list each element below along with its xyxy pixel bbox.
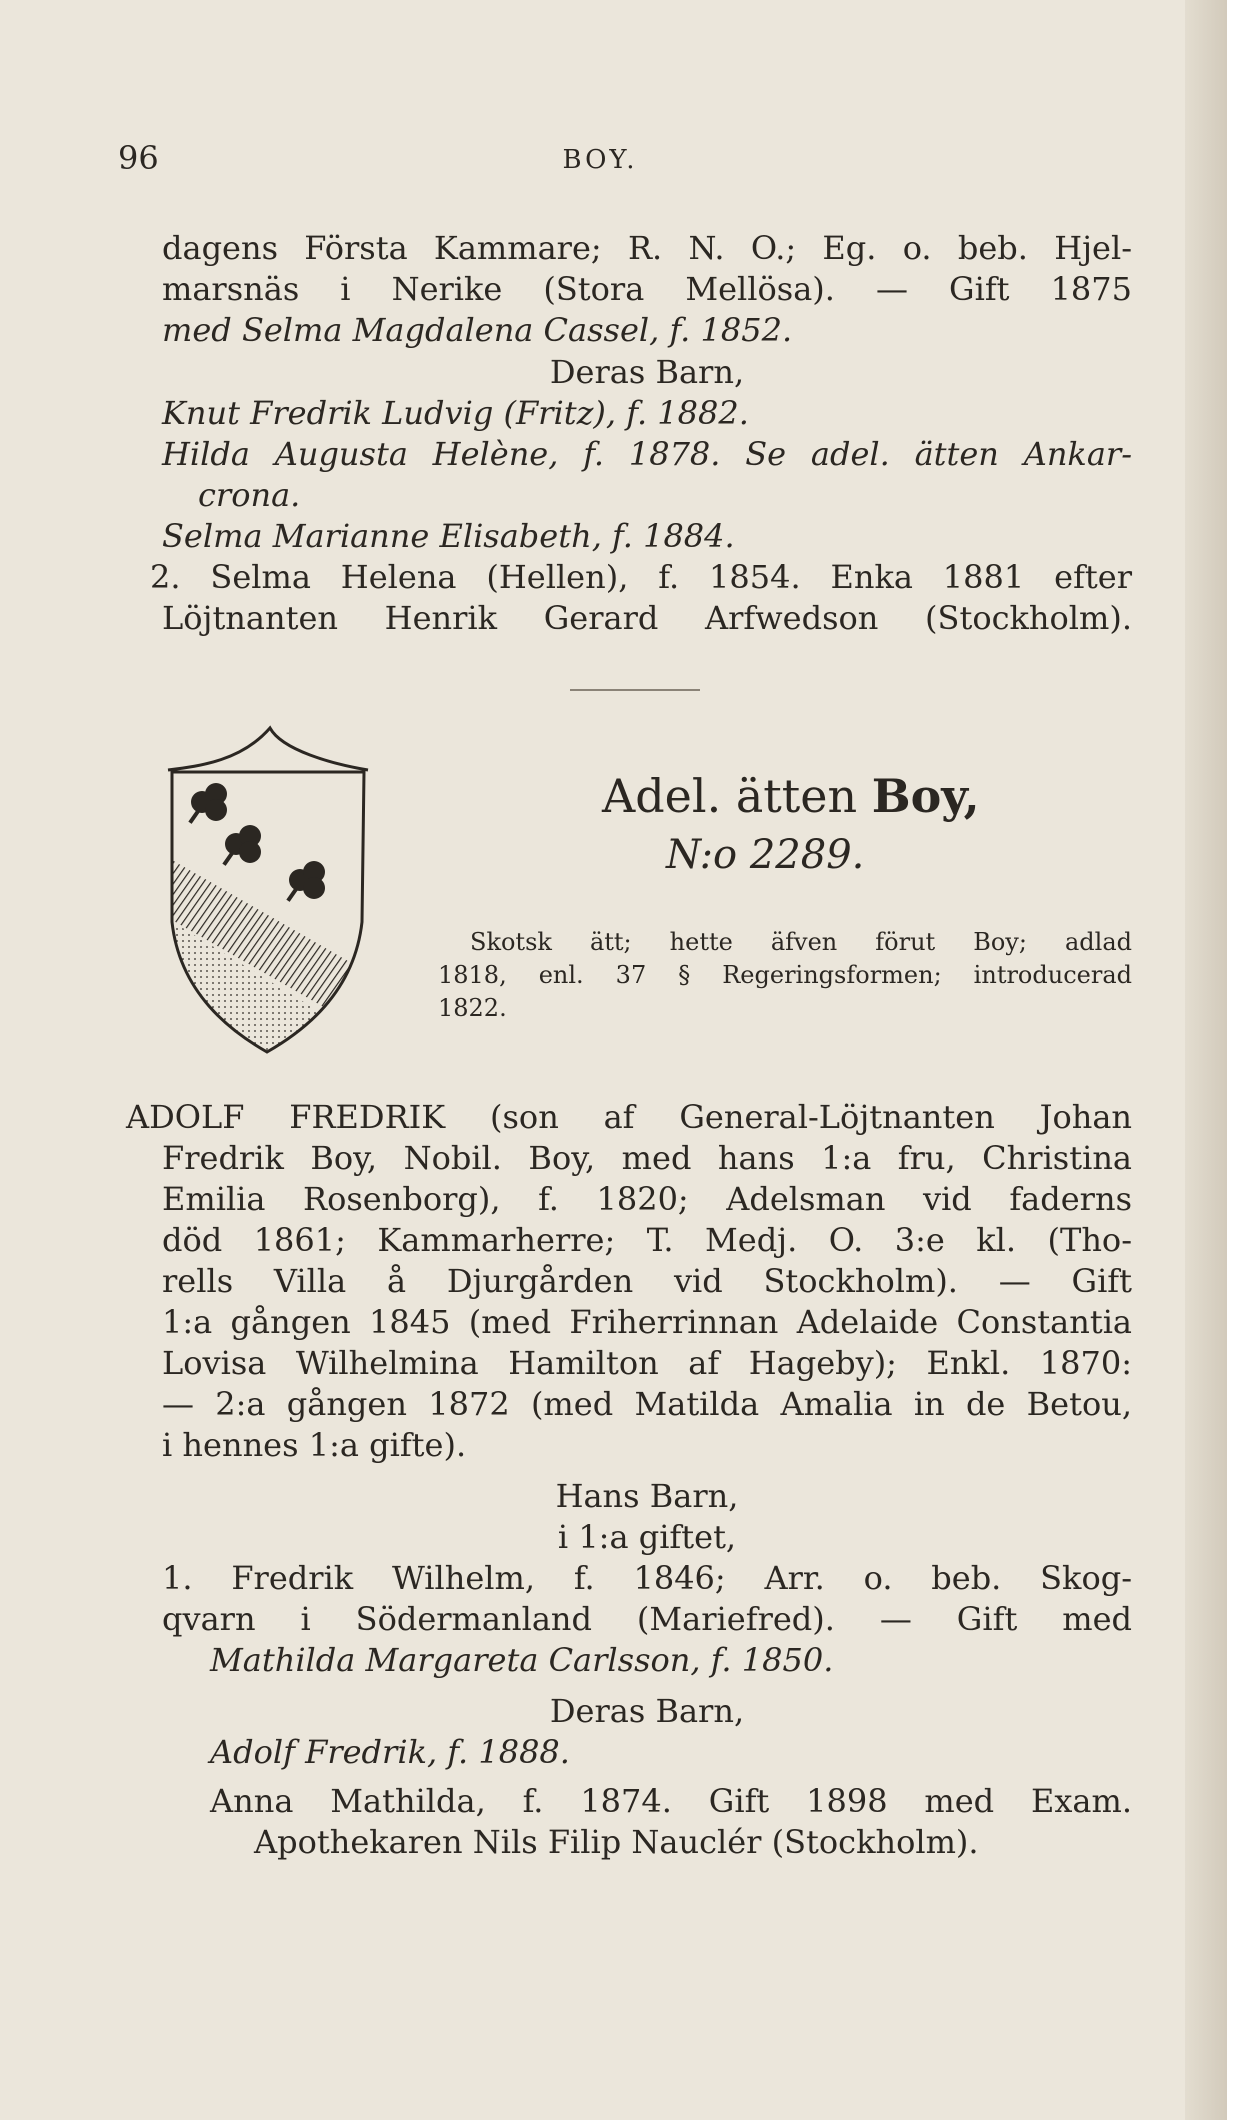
text-line: Adolf Fredrik, f. 1888. bbox=[210, 1733, 570, 1771]
page-edge-shadow bbox=[1185, 0, 1227, 2120]
family-name: Boy, bbox=[871, 769, 980, 823]
text-line: Löjtnanten Henrik Gerard Arfwedson (Stockholm). bbox=[162, 599, 1132, 637]
text-line: dagens Första Kammare; R. N. O.; Eg. o. beb. Hjel- bbox=[162, 229, 1132, 267]
text-line: 2. Selma Helena (Hellen), f. 1854. Enka 1881 efter bbox=[150, 558, 1132, 596]
text-line: Lovisa Wilhelmina Hamilton af Hageby); Enkl. 1870: bbox=[162, 1344, 1132, 1382]
family-note-line: 1818, enl. 37 § Regeringsformen; introducerad bbox=[438, 961, 1132, 989]
scan-margin bbox=[1227, 0, 1256, 2120]
text-line: Mathilda Margareta Carlsson, f. 1850. bbox=[210, 1641, 834, 1679]
page-number: 96 bbox=[118, 139, 159, 177]
family-number bbox=[666, 830, 864, 880]
text-line: Knut Fredrik Ludvig (Fritz), f. 1882. bbox=[162, 394, 749, 432]
text-line: död 1861; Kammarherre; T. Medj. O. 3:e kl. (Tho- bbox=[162, 1221, 1132, 1259]
text-line: Hilda Augusta Helène, f. 1878. Se adel. ätten Ankar- bbox=[162, 435, 1132, 473]
subheading: Deras Barn, bbox=[549, 1692, 745, 1730]
subheading: i 1:a giftet, bbox=[557, 1518, 737, 1556]
section-divider bbox=[570, 689, 700, 691]
text-line: — 2:a gången 1872 (med Matilda Amalia in de Betou, bbox=[162, 1385, 1132, 1423]
text-line: i hennes 1:a gifte). bbox=[162, 1426, 467, 1464]
running-head: BOY. bbox=[562, 145, 638, 175]
text-line: Anna Mathilda, f. 1874. Gift 1898 med Exam. bbox=[210, 1782, 1132, 1820]
text-line: qvarn i Södermanland (Mariefred). — Gift med bbox=[162, 1600, 1132, 1638]
text-line: crona. bbox=[198, 476, 301, 514]
coat-of-arms-icon bbox=[132, 722, 402, 1062]
text-line: Emilia Rosenborg), f. 1820; Adelsman vid faderns bbox=[162, 1180, 1132, 1218]
text-line: ADOLF FREDRIK (son af General-Löjtnanten Johan bbox=[126, 1098, 1132, 1136]
text-line: rells Villa å Djurgården vid Stockholm). — Gift bbox=[162, 1262, 1132, 1300]
subheading: Hans Barn, bbox=[555, 1477, 739, 1515]
subheading: Deras Barn, bbox=[549, 353, 745, 391]
text-line: Selma Marianne Elisabeth, f. 1884. bbox=[162, 517, 735, 555]
text-line: 1. Fredrik Wilhelm, f. 1846; Arr. o. beb. Skog- bbox=[162, 1559, 1132, 1597]
family-number-text: N:o 2289. bbox=[666, 832, 865, 878]
family-heading bbox=[602, 768, 980, 824]
text-line: Fredrik Boy, Nobil. Boy, med hans 1:a fru, Christina bbox=[162, 1139, 1132, 1177]
family-note-line: 1822. bbox=[438, 994, 507, 1022]
text-line: Apothekaren Nils Filip Nauclér (Stockholm). bbox=[254, 1823, 979, 1861]
text-line: marsnäs i Nerike (Stora Mellösa). — Gift 1875 bbox=[162, 270, 1132, 308]
family-heading-prefix: Adel. ätten bbox=[602, 769, 858, 823]
text-line: 1:a gången 1845 (med Friherrinnan Adelaide Constantia bbox=[162, 1303, 1132, 1341]
text-line: med Selma Magdalena Cassel, f. 1852. bbox=[162, 311, 793, 349]
family-note-line: Skotsk ätt; hette äfven förut Boy; adlad bbox=[470, 928, 1132, 956]
